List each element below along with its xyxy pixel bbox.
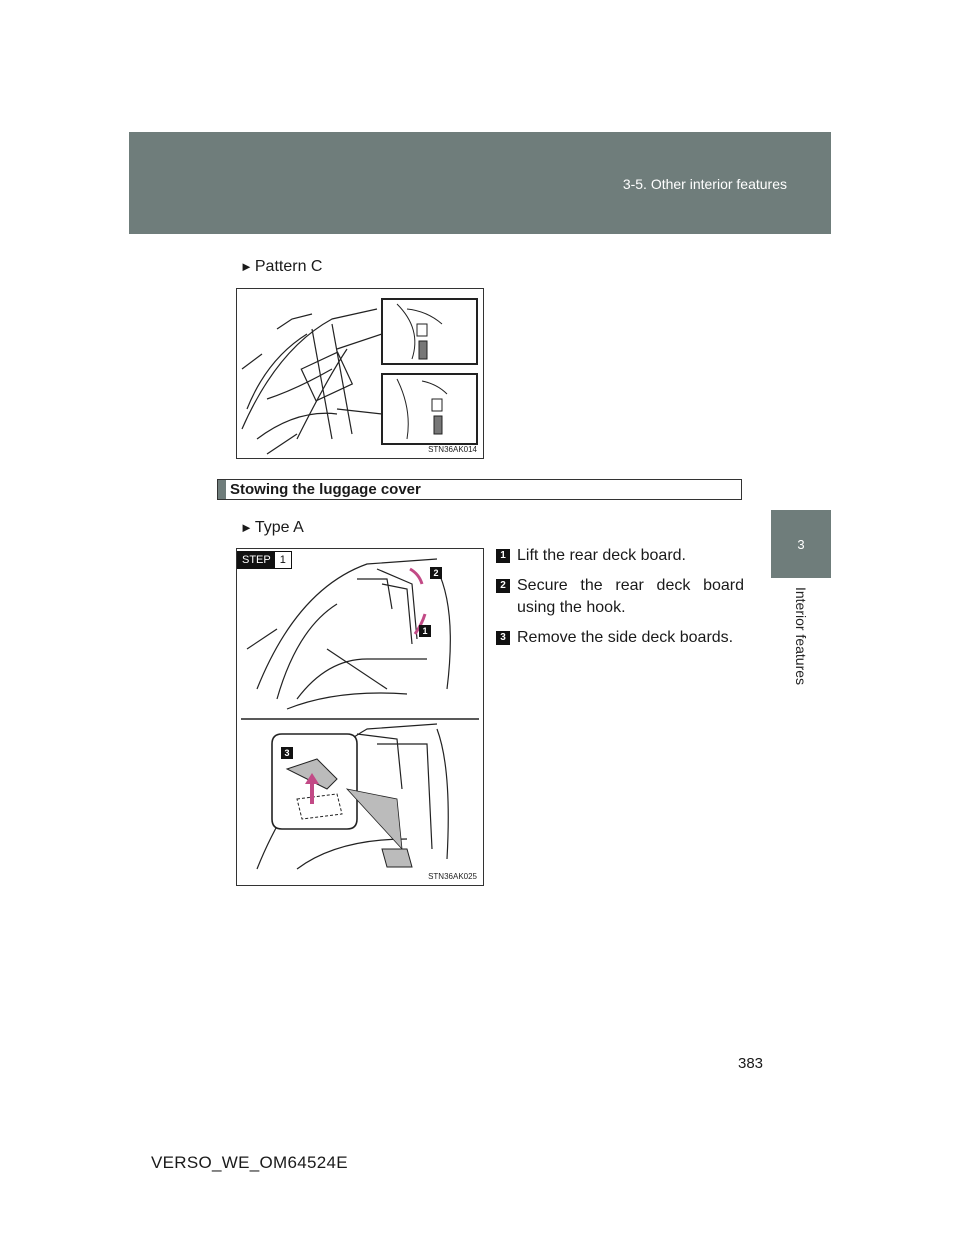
chapter-label: Interior features [793,586,809,686]
step-text: Secure the rear deck board using the hook. [517,577,744,616]
triangle-marker-icon: ► [240,520,253,535]
type-heading [240,519,304,537]
section-heading-bar [217,479,742,500]
figure-code: STN36AK014 [428,445,477,454]
type-a-illustration [236,548,484,886]
pattern-label: Pattern C [254,258,323,275]
pattern-c-illustration [236,288,484,459]
section-title: Stowing the luggage cover [230,481,421,498]
step-text: Lift the rear deck board. [517,547,686,564]
figure-code: STN36AK025 [428,872,477,881]
chapter-number: 3 [797,536,805,552]
document-code: VERSO_WE_OM64524E [151,1153,348,1172]
step-number-badge: 1 [496,549,510,563]
triangle-marker-icon: ► [240,259,253,274]
header-section-title: 3-5. Other interior features [622,176,787,192]
luggage-cover-type-a-drawing [237,549,483,885]
step-tag [237,551,292,569]
step-number-badge: 3 [496,631,510,645]
step-number: 1 [275,552,291,568]
figure-badge-3: 3 [281,747,293,759]
chapter-tab [771,510,831,578]
step-item [496,575,744,619]
page-number: 383 [738,1055,764,1072]
step-number-badge: 2 [496,579,510,593]
type-label: Type A [254,519,304,536]
step-word: STEP [238,552,275,568]
header-band [129,132,831,234]
luggage-cover-pattern-c-drawing [237,289,483,458]
instruction-steps [496,545,744,657]
pattern-heading [240,258,322,276]
step-item [496,627,744,649]
step-text: Remove the side deck boards. [517,629,734,646]
figure-badge-1: 1 [419,625,431,637]
step-item [496,545,744,567]
figure-badge-2: 2 [430,567,442,579]
